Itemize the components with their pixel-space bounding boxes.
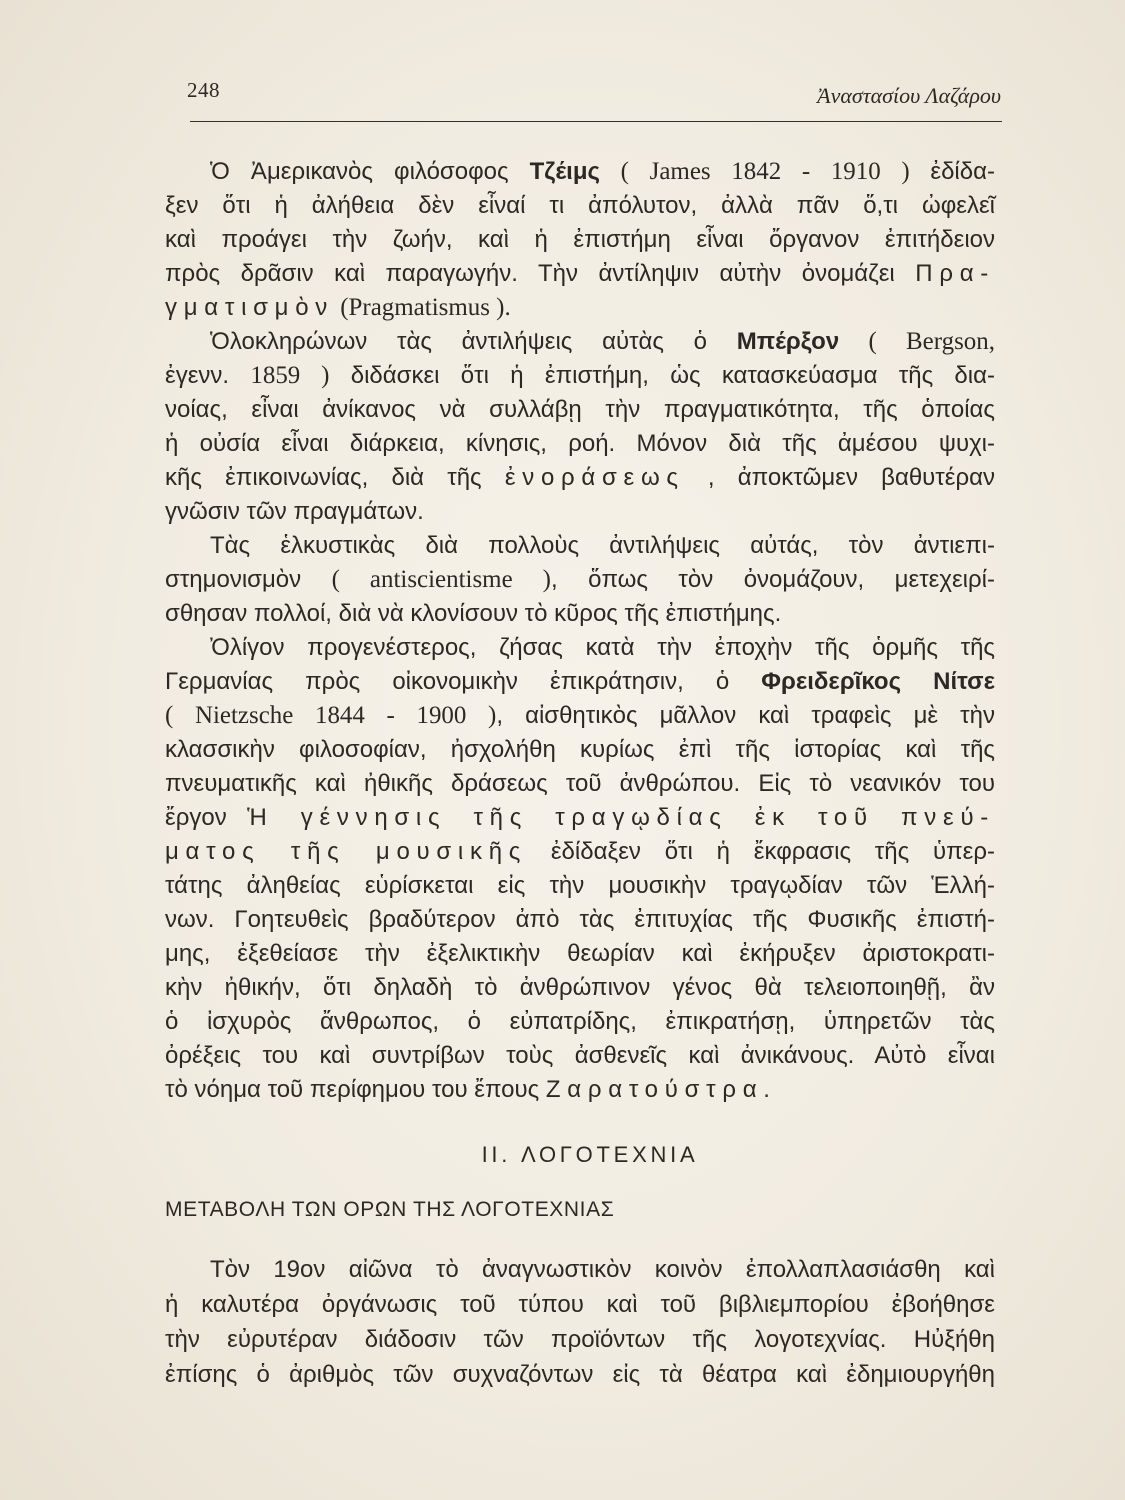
text-run: στημονισμὸν: [165, 566, 332, 593]
text-run: Γερμανίας πρὸς οἰκονομικὴν ἐπικράτησιν, ὁ: [165, 668, 762, 695]
latin-insert: (Pragmatismus ).: [333, 294, 511, 321]
text-run: νων. Γοητευθεὶς βραδύτερον ἀπὸ τὰς ἐπιτυχίας τῆς Φυσικῆς ἐπιστή-: [165, 906, 995, 933]
text-run: ἐδίδα-: [930, 158, 995, 185]
text-line: [165, 1287, 995, 1322]
text-run: τὴν εὐρυτέραν διάδοσιν τῶν προϊόντων τῆς λογοτεχνίας. Ηὐξήθη: [165, 1326, 995, 1353]
text-line: [165, 597, 995, 631]
text-run: σθησαν πολλοί, διὰ νὰ κλονίσουν τὸ κῦρος τῆς ἐπιστήμης.: [165, 600, 782, 627]
latin-insert: ( Nietzsche 1844 - 1900 ): [165, 702, 497, 729]
text-line: [165, 427, 995, 461]
text-run: γνῶσιν τῶν πραγμάτων.: [165, 498, 424, 525]
text-line: [165, 393, 995, 427]
spaced-emphasis: Ζαρατούστρα.: [545, 1076, 777, 1103]
text-line: [165, 223, 995, 257]
text-line: [165, 257, 995, 291]
text-run: ξεν ὅτι ἡ ἀλήθεια δὲν εἶναί τι ἀπόλυτον, ἀλλὰ πᾶν ὅ,τι ὠφελεῖ: [165, 192, 995, 219]
text-run: Ὀλίγον προγενέστερος, ζήσας κατὰ τὴν ἐποχὴν τῆς ὁρμῆς τῆς: [210, 634, 995, 661]
text-run: ἐπίσης ὁ ἀριθμὸς τῶν συχναζόντων εἰς τὰ θέατρα καὶ ἐδημιουργήθη: [165, 1361, 995, 1388]
text-line: [165, 189, 995, 223]
text-line: [165, 1073, 995, 1107]
text-run: τὸ νόημα τοῦ περίφημου του ἔπους: [165, 1076, 546, 1103]
body-text: [165, 155, 995, 1107]
latin-insert: 1859 ): [250, 362, 330, 389]
name-emphasis: Τζέιμς: [529, 158, 601, 185]
text-line: [165, 1039, 995, 1073]
text-run: ἡ οὐσία εἶναι διάρκεια, κίνησις, ροή. Μόνον διὰ τῆς ἀμέσου ψυχι-: [165, 430, 995, 457]
spaced-emphasis: ἐνοράσεως: [504, 464, 685, 491]
text-run: πνευματικῆς καὶ ἠθικῆς δράσεως τοῦ ἀνθρώπου. Εἰς τὸ νεανικόν του: [165, 770, 995, 797]
text-line: [165, 1322, 995, 1357]
text-run: , αἰσθητικὸς μᾶλλον καὶ τραφεὶς μὲ τὴν: [496, 702, 995, 729]
text-run: Τὸν 19ον αἰῶνα τὸ ἀναγνωστικὸν κοινὸν ἐπολλαπλασιάσθη καὶ: [210, 1256, 995, 1283]
paragraph-antiscientism: [165, 529, 995, 631]
page-number: 248: [187, 78, 220, 102]
text-line: [165, 767, 995, 801]
paragraph-readership: [165, 1252, 995, 1392]
text-run: , ὅπως τὸν ὀνομάζουν, μετεχειρί-: [551, 566, 995, 593]
text-line: [165, 1252, 995, 1287]
text-run: κῆς ἐπικοινωνίας, διὰ τῆς: [165, 464, 505, 491]
text-line: [165, 869, 995, 903]
text-line: [165, 529, 995, 563]
text-run: ἐδίδαξεν ὅτι ἡ ἔκφρασις τῆς ὑπερ-: [527, 838, 996, 865]
text-line: [165, 1005, 995, 1039]
running-title: Ἀναστασίου Λαζάρου: [817, 83, 1001, 108]
latin-insert: ( Bergson,: [839, 328, 995, 355]
text-run: τάτης ἀληθείας εὑρίσκεται εἰς τὴν μουσικὴν τραγῳδίαν τῶν Ἑλλή-: [165, 872, 995, 899]
paragraph-nietzsche: [165, 631, 995, 1107]
name-emphasis: Μπέρξον: [736, 328, 840, 355]
text-run: διδάσκει ὅτι ἡ ἐπιστήμη, ὡς κατασκεύασμα τῆς δια-: [329, 362, 995, 389]
text-run: Ὁ Ἀμερικανὸς φιλόσοφος: [210, 158, 530, 185]
subsection-heading: ΜΕΤΑΒΟΛΗ ΤΩΝ ΟΡΩΝ ΤΗΣ ΛΟΓΟΤΕΧΝΙΑΣ: [165, 1198, 615, 1221]
section-heading: II. ΛΟΓΟΤΕΧΝΙΑ: [481, 1142, 699, 1167]
text-run: μης, ἐξεθείασε τὴν ἐξελικτικὴν θεωρίαν καὶ ἐκήρυξεν ἀριστοκρατι-: [165, 940, 995, 967]
latin-insert: ( antiscientisme ): [331, 566, 551, 593]
text-run: ἐγενν.: [165, 362, 251, 389]
text-line: [165, 563, 995, 597]
spaced-emphasis: γματισμὸν: [165, 294, 334, 321]
spaced-emphasis: Ἡ γέννησις τῆς τραγῳδίας ἐκ τοῦ πνεύ-: [247, 804, 995, 831]
text-line: [165, 733, 995, 767]
text-line: [165, 903, 995, 937]
name-emphasis: Φρειδερῖκος Νίτσε: [761, 668, 995, 695]
text-run: , ἀποκτῶμεν βαθυτέραν: [684, 464, 996, 491]
text-run: πρὸς δρᾶσιν καὶ παραγωγήν. Τὴν ἀντίληψιν αὐτὴν ὀνομάζει: [165, 260, 916, 287]
paragraph-james: [165, 155, 995, 325]
text-line: [165, 665, 995, 699]
text-run: Ὁλοκληρώνων τὰς ἀντιλήψεις αὐτὰς ὁ: [210, 328, 737, 355]
text-run: κλασσικὴν φιλοσοφίαν, ἠσχολήθη κυρίως ἐπὶ τῆς ἱστορίας καὶ τῆς: [165, 736, 995, 763]
spaced-emphasis: ματος τῆς μουσικῆς: [165, 838, 528, 865]
text-line: [165, 155, 995, 189]
spaced-emphasis: Πρα-: [915, 260, 995, 287]
text-line: [165, 631, 995, 665]
header-rule: [190, 121, 1002, 122]
text-run: νοίας, εἶναι ἀνίκανος νὰ συλλάβῃ τὴν πραγματικότητα, τῆς ὁποίας: [165, 396, 995, 423]
text-line: [165, 1357, 995, 1392]
text-line: [165, 699, 995, 733]
text-line: [165, 971, 995, 1005]
text-run: ἔργον: [165, 804, 248, 831]
text-run: ὁ ἰσχυρὸς ἄνθρωπος, ὁ εὐπατρίδης, ἐπικρατήσῃ, ὑπηρετῶν τὰς: [165, 1008, 995, 1035]
text-line: [165, 835, 995, 869]
paragraph-bergson: [165, 325, 995, 529]
latin-insert: ( James 1842 - 1910 ): [600, 158, 931, 185]
text-line: [165, 359, 995, 393]
text-run: Τὰς ἑλκυστικὰς διὰ πολλοὺς ἀντιλήψεις αὐτάς, τὸν ἀντιεπι-: [210, 532, 995, 559]
text-line: [165, 291, 995, 325]
text-line: [165, 801, 995, 835]
text-run: καὶ προάγει τὴν ζωήν, καὶ ἡ ἐπιστήμη εἶναι ὄργανον ἐπιτήδειον: [165, 226, 995, 253]
text-line: [165, 937, 995, 971]
text-run: κὴν ἠθικήν, ὅτι δηλαδὴ τὸ ἀνθρώπινον γένος θὰ τελειοποιηθῇ, ἂν: [165, 974, 995, 1001]
text-run: ἡ καλυτέρα ὀργάνωσις τοῦ τύπου καὶ τοῦ βιβλιεμπορίου ἐβοήθησε: [165, 1291, 995, 1318]
text-line: [165, 325, 995, 359]
text-line: [165, 461, 995, 495]
text-run: ὀρέξεις του καὶ συντρίβων τοὺς ἀσθενεῖς καὶ ἀνικάνους. Αὐτὸ εἶναι: [165, 1042, 995, 1069]
text-line: [165, 495, 995, 529]
literature-text: [165, 1252, 995, 1392]
